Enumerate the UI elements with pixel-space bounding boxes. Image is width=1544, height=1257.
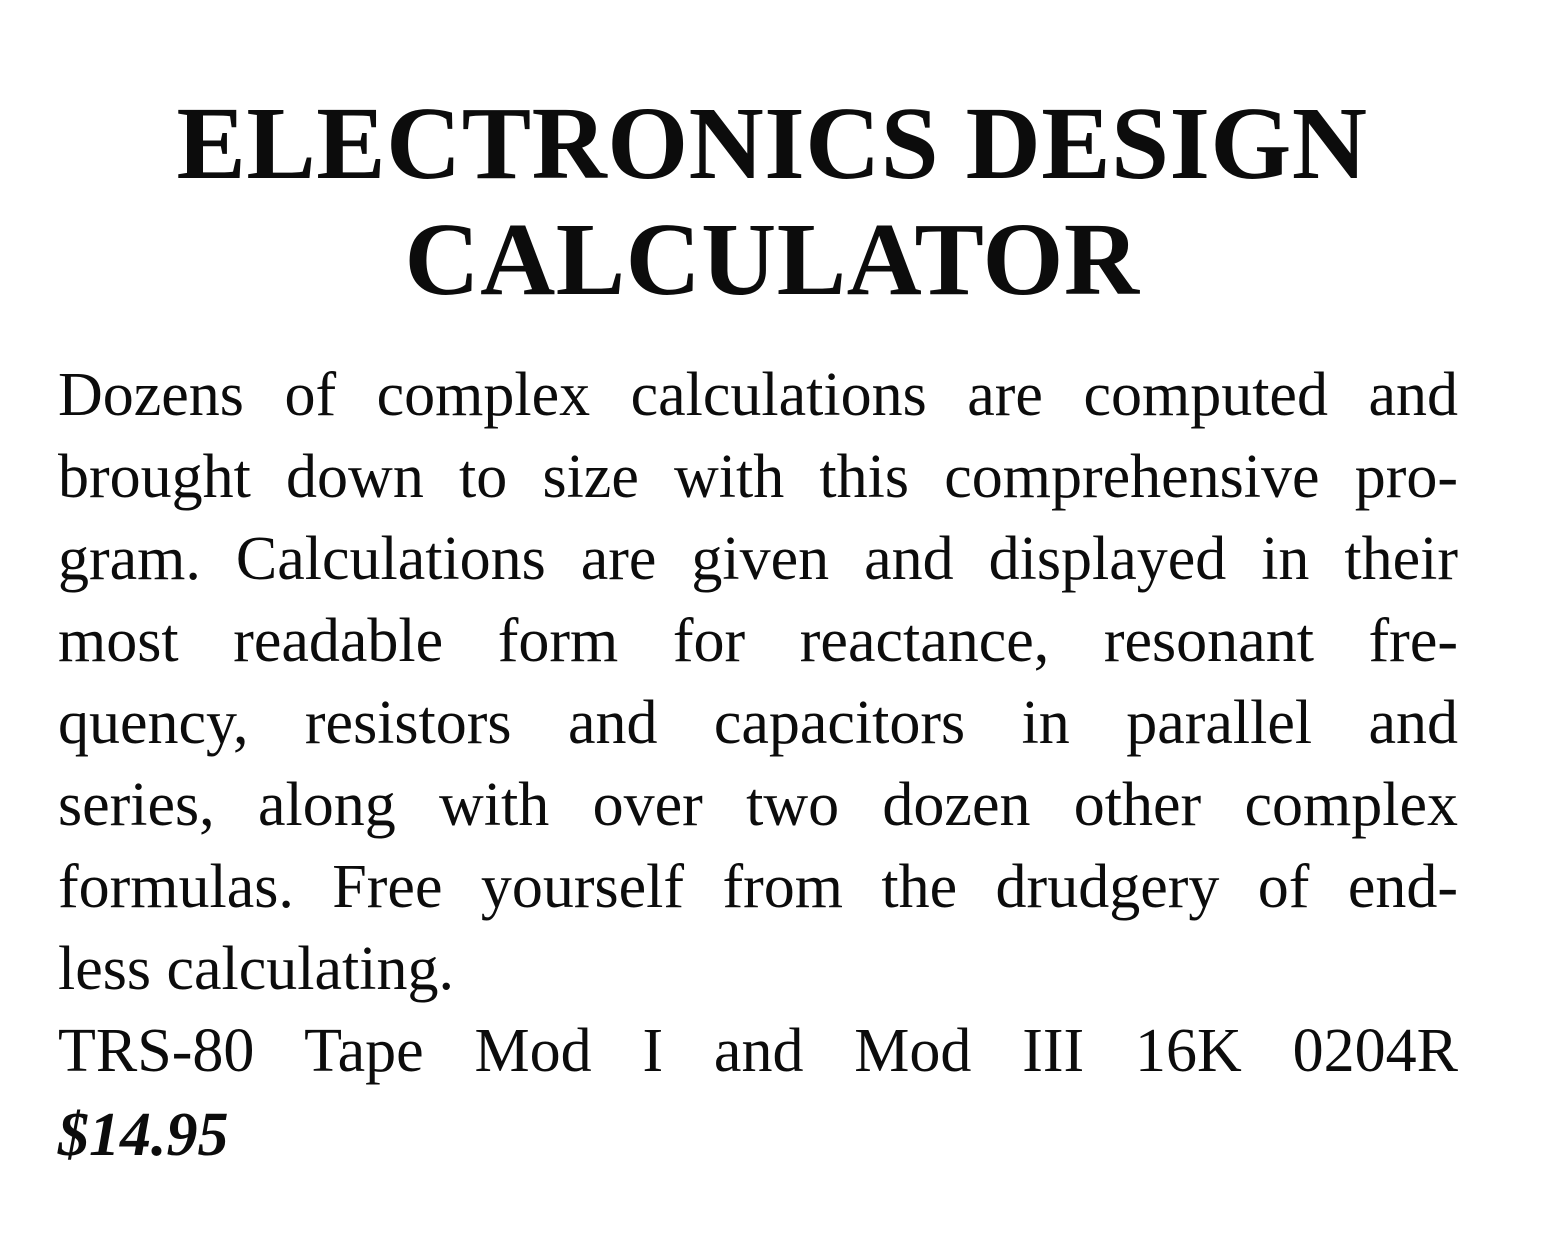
description-line: gram. Calculations are given and displayed in their <box>58 525 1458 593</box>
description-line: Dozens of complex calculations are computed and <box>58 361 1458 429</box>
description-line: less calculating. <box>58 935 454 1003</box>
ad-title-line-2: CALCULATOR <box>404 202 1140 317</box>
product-info: TRS-80 Tape Mod I and Mod III 16K 0204R <box>58 1017 1458 1085</box>
price: $14.95 <box>58 1101 229 1169</box>
description-line: formulas. Free yourself from the drudgery of end- <box>58 853 1458 921</box>
description-line: brought down to size with this comprehensive pro- <box>58 443 1458 511</box>
ad-description <box>58 354 1458 1010</box>
description-line: most readable form for reactance, resonant fre- <box>58 607 1458 675</box>
ad-title-line-1: ELECTRONICS DESIGN <box>176 86 1368 201</box>
description-line: series, along with over two dozen other complex <box>58 771 1458 839</box>
description-line: quency, resistors and capacitors in parallel and <box>58 689 1458 757</box>
